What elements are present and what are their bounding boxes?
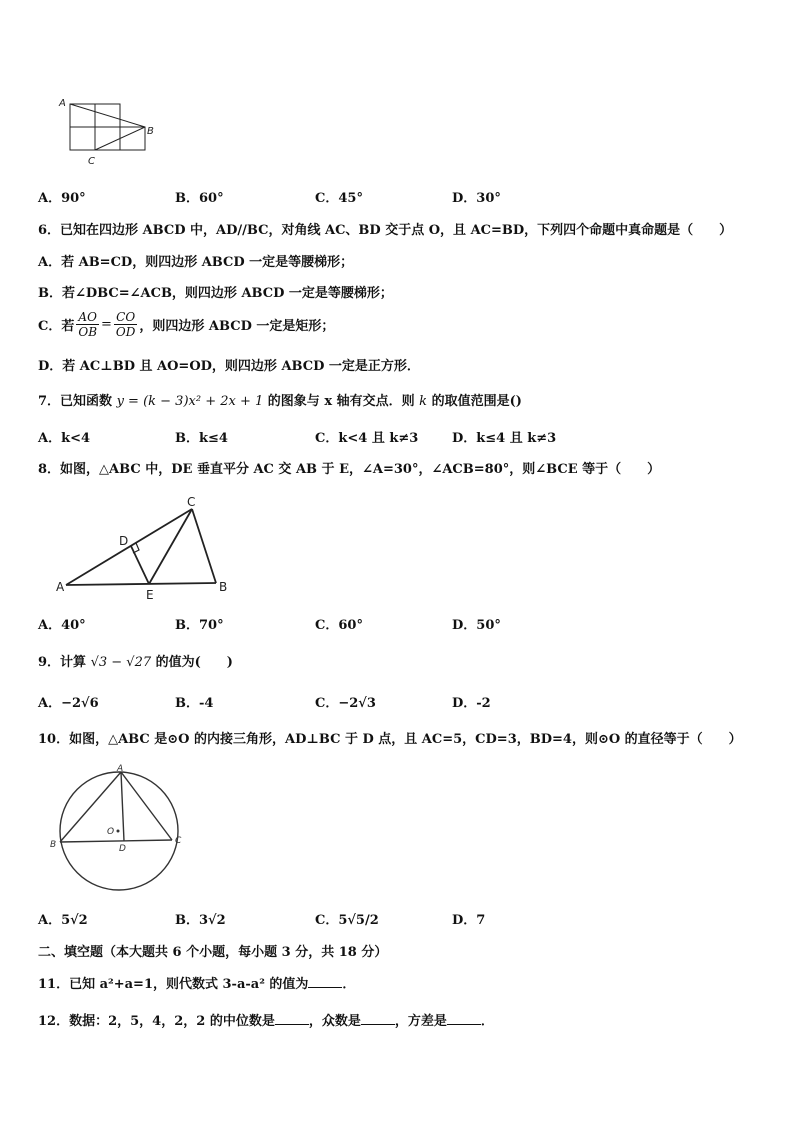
- section-2-heading: 二、填空题（本大题共 6 个小题，每小题 3 分，共 18 分）: [38, 945, 388, 960]
- q6-c-suffix: ，则四边形 ABCD 一定是矩形；: [139, 318, 335, 334]
- q7-option-c[interactable]: C．k<4 且 k≠3: [315, 431, 419, 446]
- q10-label-c: C: [175, 836, 182, 846]
- q7-option-d[interactable]: D．k≤4 且 k≠3: [452, 431, 557, 446]
- q8-options: [38, 614, 758, 632]
- fig5-label-a: A: [59, 98, 66, 109]
- q11-stem: [38, 973, 355, 992]
- q8-label-d: D: [119, 534, 129, 548]
- q12-suffix: ．: [480, 1014, 494, 1029]
- q10-option-b[interactable]: B．3√2: [175, 913, 226, 928]
- q7-option-a[interactable]: A．k<4: [38, 431, 91, 446]
- q9-option-b[interactable]: B．-4: [175, 696, 214, 711]
- q7-k: k: [419, 394, 428, 409]
- q6-option-b[interactable]: B．若∠DBC=∠ACB，则四边形 ABCD 一定是等腰梯形；: [38, 286, 393, 301]
- fig5-label-c: C: [88, 156, 95, 167]
- q7-prefix: 7．已知函数: [38, 394, 113, 409]
- q9-options: [38, 692, 758, 710]
- q12-mid1: ，众数是: [308, 1014, 361, 1029]
- q6-c-fraction-1: [76, 310, 99, 339]
- q6-option-d[interactable]: D．若 AC⊥BD 且 AO=OD，则四边形 ABCD 一定是正方形．: [38, 359, 420, 374]
- q10-label-b: B: [50, 840, 57, 850]
- q9-suffix: 的值为( ): [155, 655, 233, 670]
- q8-label-c: C: [187, 495, 196, 509]
- q9-option-c[interactable]: C．−2√3: [315, 696, 376, 711]
- q6-stem: 6．已知在四边形 ABCD 中，AD//BC，对角线 AC、BD 交于点 O，且 AC=BD，下列四个命题中真命题是（ ）: [38, 223, 733, 238]
- q10-options: [38, 909, 758, 927]
- q6-c-equals: =: [101, 316, 112, 332]
- q7-suffix2: 的取值范围是(): [431, 394, 522, 409]
- q6-option-c[interactable]: [38, 306, 334, 342]
- q9-option-d[interactable]: D．-2: [452, 696, 491, 711]
- q9-stem: [38, 651, 233, 670]
- q8-label-a: A: [56, 580, 65, 594]
- q7-options: [38, 427, 758, 445]
- q8-option-a[interactable]: A．40°: [38, 618, 86, 633]
- q12-median-blank[interactable]: [275, 1012, 309, 1025]
- q6-c-frac1-num: AO: [78, 309, 97, 324]
- q9-expression: √3 − √27: [90, 655, 152, 670]
- q6-c-frac1-den: OB: [78, 324, 98, 339]
- q5-options: [38, 187, 758, 205]
- q10-option-d[interactable]: D．7: [452, 913, 486, 928]
- q7-option-b[interactable]: B．k≤4: [175, 431, 228, 446]
- q8-option-b[interactable]: B．70°: [175, 618, 224, 633]
- q11-answer-blank[interactable]: [308, 975, 342, 988]
- q5-option-a[interactable]: A．90°: [38, 191, 86, 206]
- q12-prefix: 12．数据：2，5，4，2，2 的中位数是: [38, 1014, 275, 1029]
- q11-prefix: 11．已知 a²+a=1，则代数式 3-a-a² 的值为: [38, 977, 309, 992]
- q10-label-a: A: [117, 764, 124, 774]
- q10-option-c[interactable]: C．5√5/2: [315, 913, 379, 928]
- q5-option-d[interactable]: D．30°: [452, 191, 501, 206]
- q9-prefix: 9．计算: [38, 655, 87, 670]
- q10-label-o: O: [107, 827, 115, 837]
- q7-formula: y = (k − 3)x² + 2x + 1: [116, 394, 264, 409]
- q6-c-prefix: C．若: [38, 318, 75, 334]
- q6-c-frac2-den: OD: [115, 324, 136, 339]
- q11-suffix: ．: [342, 977, 356, 992]
- q10-option-a[interactable]: A．5√2: [38, 913, 88, 928]
- q5-option-c[interactable]: C．45°: [315, 191, 363, 206]
- q12-variance-blank[interactable]: [447, 1012, 481, 1025]
- q6-option-a[interactable]: A．若 AB=CD，则四边形 ABCD 一定是等腰梯形；: [38, 255, 354, 270]
- q10-stem: 10．如图，△ABC 是⊙O 的内接三角形，AD⊥BC 于 D 点，且 AC=5，CD=3，BD=4，则⊙O 的直径等于（ ）: [38, 732, 742, 747]
- q8-option-d[interactable]: D．50°: [452, 618, 501, 633]
- q6-c-frac2-num: CO: [116, 309, 136, 324]
- q6-c-fraction-2: [114, 310, 137, 339]
- q8-figure: [56, 495, 246, 605]
- q10-figure: [50, 760, 198, 895]
- q5-option-b[interactable]: B．60°: [175, 191, 224, 206]
- q8-label-b: B: [219, 580, 228, 594]
- q7-stem: [38, 390, 522, 409]
- q8-label-e: E: [146, 588, 154, 602]
- q12-mid2: ，方差是: [394, 1014, 447, 1029]
- q8-stem: 8．如图，△ABC 中，DE 垂直平分 AC 交 AB 于 E，∠A=30°，∠ACB=80°，则∠BCE 等于（ ）: [38, 462, 661, 477]
- q10-label-d: D: [119, 844, 126, 854]
- q12-stem: [38, 1010, 494, 1029]
- q8-option-c[interactable]: C．60°: [315, 618, 363, 633]
- q5-figure: [56, 94, 166, 168]
- q7-suffix: 的图象与 x 轴有交点．则: [267, 394, 415, 409]
- q12-mode-blank[interactable]: [361, 1012, 395, 1025]
- fig5-label-b: B: [147, 126, 154, 137]
- q9-option-a[interactable]: A．−2√6: [38, 696, 99, 711]
